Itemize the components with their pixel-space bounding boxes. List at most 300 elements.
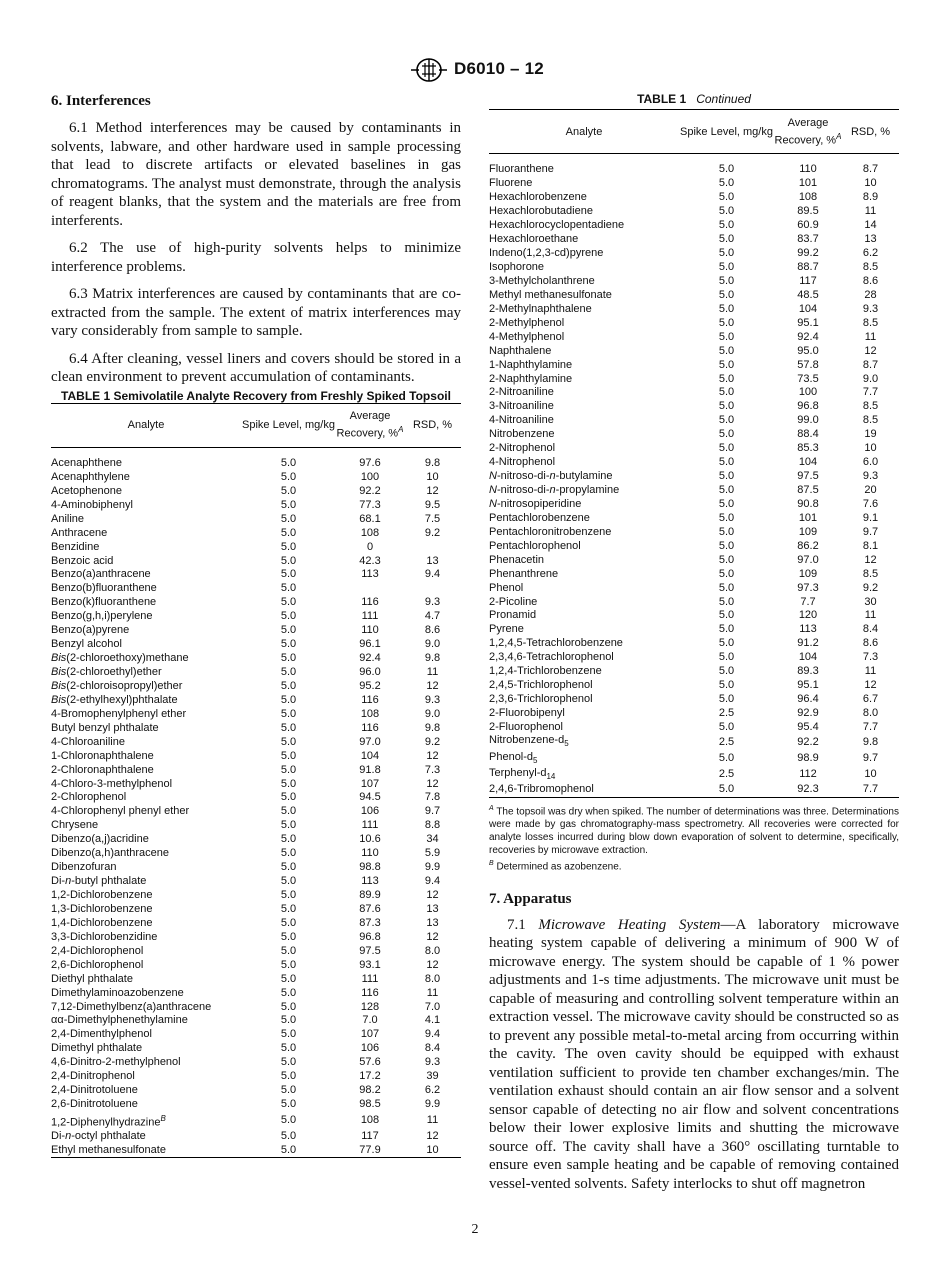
rsd-cell: 11: [426, 1113, 439, 1126]
analyte-cell: Di-n-butyl phthalate: [51, 875, 147, 888]
spike-level-cell: 5.0: [718, 330, 735, 343]
spike-level-cell: 5.0: [280, 568, 297, 581]
col-analyte: Analyte: [127, 419, 165, 431]
recovery-cell: 96.8: [359, 930, 381, 943]
rsd-cell: 8.1: [862, 539, 879, 552]
rsd-cell: 8.6: [424, 624, 441, 637]
recovery-cell: 111: [361, 610, 379, 623]
paragraph-6-1: 6.1 Method interferences may be caused by contaminants in solvents, labware, and other hardware used in sample processing that lead to discrete artifacts or elevated baselines in gas chromatograms. The analyst must demonstrate, through the analysis of reagent blanks, that the system and the materials are free from interferents.: [51, 120, 461, 229]
analyte-cell: Methyl methanesulfonate: [489, 288, 612, 301]
analyte-cell: 7,12-Dimethylbenz(a)anthracene: [51, 1000, 212, 1013]
table-row: [489, 525, 899, 539]
recovery-cell: 85.3: [797, 442, 819, 455]
page-number: 2: [471, 1222, 479, 1237]
microwave-term: Microwave Heating System: [538, 916, 721, 933]
table-row: [489, 595, 899, 609]
analyte-cell: Pentachlorobenzene: [489, 511, 590, 524]
table-row: [51, 596, 461, 610]
recovery-cell: 109: [798, 567, 818, 580]
table-row: [489, 721, 899, 735]
recovery-cell: 110: [361, 847, 379, 860]
rsd-cell: 34: [426, 833, 439, 846]
recovery-cell: 77.3: [359, 498, 381, 511]
paragraph-7-1: 7.1 Microwave Heating System—A laboratory microwave heating system capable of delivering a minimum of 900 W of microwave energy. The system should be capable of 1 % power adjustments and 1-s time adjustments. The microwave unit must be capable of measuring and controlling solvent temperature within an extraction vessel. The microwave cavity should be constructed so as to prevent any possible metal-to-metal arcing from occurring within the cavity. The oven cavity should be equipped with exhaust ventilation sufficient to provide ten chamber exchanges/min. The ventilation exhaust should contain an air flow sensor and a solvent sensor capable of detecting no air flow and solvent concentrations below their lower explosive limits and shutting the microwave source off. The cavity shall have a 360° oscillating turntable to ensure even sample heating and be capable of removing contained vessel-vented solvents. Safety interlocks to shut off magnetron: [489, 916, 900, 1192]
rsd-cell: 9.4: [424, 875, 441, 888]
analyte-cell: Dimethyl phthalate: [51, 1042, 143, 1055]
astm-logo-icon: [409, 58, 449, 82]
rsd-cell: 9.0: [862, 372, 879, 385]
spike-level-cell: 5.0: [241, 1143, 336, 1157]
spike-level-cell: 5.0: [718, 386, 735, 399]
analyte-cell: Phenanthrene: [489, 567, 559, 580]
rsd-cell: [404, 540, 461, 554]
analyte-cell: Chrysene: [51, 819, 99, 832]
analyte-cell: Diethyl phthalate: [51, 972, 133, 985]
recovery-cell: 91.8: [359, 763, 381, 776]
table-header-row: [489, 110, 899, 154]
spike-level-cell: 5.0: [280, 1028, 297, 1041]
recovery-cell: 104: [360, 749, 380, 762]
recovery-cell: 95.4: [797, 720, 819, 733]
rsd-cell: 10: [426, 470, 439, 483]
analyte-cell: 2-Fluorobipenyl: [489, 707, 565, 720]
spike-level-cell: 5.0: [718, 581, 735, 594]
analyte-cell: Bis(2-ethylhexyl)phthalate: [51, 693, 178, 706]
spike-level-cell: 5.0: [280, 540, 297, 553]
rsd-cell: 8.8: [424, 819, 441, 832]
spike-level-cell: 5.0: [718, 400, 735, 413]
recovery-cell: 113: [361, 568, 379, 581]
table-row: [51, 791, 461, 805]
recovery-cell: 99.2: [797, 247, 819, 260]
table-row: [489, 456, 899, 470]
spike-level-cell: 5.0: [718, 261, 735, 274]
spike-level-cell: 5.0: [280, 610, 297, 623]
recovery-cell: 106: [360, 805, 380, 818]
rsd-cell: 12: [426, 958, 439, 971]
table-row: [51, 624, 461, 638]
analyte-cell: 3,3-Dichlorobenzidine: [51, 930, 158, 943]
recovery-cell: 99.0: [797, 414, 819, 427]
table-row: [51, 498, 461, 512]
recovery-cell: 108: [360, 1113, 380, 1126]
recovery-cell: 89.5: [797, 205, 819, 218]
col-average-recovery: Average Recovery, %$^A$: [774, 116, 842, 147]
analyte-cell: 2,4,5-Trichlorophenol: [489, 679, 593, 692]
recovery-cell: 88.7: [797, 261, 819, 274]
rsd-cell: 12: [426, 749, 439, 762]
recovery-cell: 0: [366, 540, 374, 553]
rsd-cell: 13: [426, 554, 439, 567]
table-row: [51, 526, 461, 540]
rsd-cell: 39: [426, 1070, 439, 1083]
analyte-cell: 2-Chloronaphthalene: [51, 763, 154, 776]
analyte-cell: 4,6-Dinitro-2-methylphenol: [51, 1056, 181, 1069]
analyte-cell: Hexachloroethane: [489, 233, 579, 246]
spike-level-cell: 5.0: [718, 177, 735, 190]
rsd-cell: 9.3: [862, 470, 879, 483]
rsd-cell: 9.2: [424, 735, 441, 748]
col-spike-level: Spike Level, mg/kg: [242, 419, 335, 431]
spike-level-cell: 5.0: [280, 526, 297, 539]
spike-level-cell: 5.0: [718, 247, 735, 260]
analyte-cell: 2-Naphthylamine: [489, 372, 573, 385]
rsd-cell: 12: [426, 930, 439, 943]
table-row: [489, 783, 899, 797]
analyte-cell: 2-Methylnaphthalene: [489, 302, 592, 315]
recovery-cell: 92.9: [797, 707, 819, 720]
recovery-cell: 97.5: [359, 944, 381, 957]
col-average-recovery: Average Recovery, %$^A$: [336, 410, 404, 440]
spike-level-cell: 5.0: [718, 511, 735, 524]
analyte-cell: 2-Fluorophenol: [489, 720, 563, 733]
spike-level-cell: 5.0: [280, 944, 297, 957]
recovery-cell: 110: [799, 163, 817, 176]
analyte-cell: Bis(2-chloroethoxy)methane: [51, 652, 189, 665]
analyte-cell: Hexachlorobutadiene: [489, 205, 593, 218]
rsd-cell: 8.6: [862, 637, 879, 650]
spike-level-cell: 5.0: [718, 609, 735, 622]
analyte-cell: Dibenzofuran: [51, 861, 117, 874]
rsd-cell: 10: [864, 177, 877, 190]
analyte-cell: Acenaphthylene: [51, 470, 130, 483]
rsd-cell: 8.5: [862, 261, 879, 274]
table-row: [51, 1098, 461, 1112]
recovery-cell: 120: [798, 609, 818, 622]
table-row: [51, 540, 461, 554]
table-row: [51, 889, 461, 903]
spike-level-cell: 5.0: [718, 497, 735, 510]
rsd-cell: 7.0: [424, 1000, 441, 1013]
rsd-cell: 8.0: [424, 944, 441, 957]
recovery-cell: 92.4: [797, 330, 819, 343]
analyte-cell: 1,2,4,5-Tetrachlorobenzene: [489, 637, 623, 650]
spike-level-cell: 5.0: [718, 316, 735, 329]
spike-level-cell: 5.0: [718, 693, 735, 706]
analyte-cell: Benzo(a)anthracene: [51, 568, 151, 581]
spike-level-cell: 5.0: [718, 428, 735, 441]
table-row: [489, 386, 899, 400]
spike-level-cell: 5.0: [280, 1113, 297, 1126]
table-row: [489, 344, 899, 358]
table-row: [489, 261, 899, 275]
table-row: [489, 358, 899, 372]
section-7-heading: 7. Apparatus: [489, 890, 572, 907]
table-row: [51, 861, 461, 875]
recovery-cell: 95.2: [359, 679, 381, 692]
table-row: [51, 610, 461, 624]
rsd-cell: 6.7: [862, 693, 879, 706]
recovery-cell: 101: [798, 177, 818, 190]
recovery-cell: 10.6: [359, 833, 381, 846]
spike-level-cell: 5.0: [280, 819, 297, 832]
recovery-cell: 96.4: [797, 693, 819, 706]
spike-level-cell: 5.0: [718, 442, 735, 455]
table-row: [489, 470, 899, 484]
spike-level-cell: 5.0: [718, 651, 735, 664]
rsd-cell: 9.0: [424, 707, 441, 720]
table-row: [51, 457, 461, 471]
analyte-cell: 2,6-Dinitrotoluene: [51, 1098, 138, 1111]
table-row: [51, 986, 461, 1000]
document-id: D6010 – 12: [454, 59, 544, 78]
table-row: [489, 247, 899, 261]
table-footnotes: [489, 802, 899, 874]
recovery-cell: 104: [798, 456, 818, 469]
table-row: [489, 302, 899, 316]
table-1-title: TABLE 1 Semivolatile Analyte Recovery from Freshly Spiked Topsoil: [61, 388, 451, 403]
rsd-cell: 9.3: [424, 596, 441, 609]
analyte-cell: 1,2-Diphenylhydrazine$^B$: [51, 1113, 166, 1129]
recovery-cell: 93.1: [359, 958, 381, 971]
recovery-cell: 108: [360, 526, 380, 539]
rsd-cell: 19: [864, 428, 877, 441]
spike-level-cell: 5.0: [718, 274, 735, 287]
table-row: [489, 233, 899, 247]
analyte-cell: Fluoranthene: [489, 163, 554, 176]
rsd-cell: 9.8: [424, 652, 441, 665]
rsd-cell: 12: [864, 553, 877, 566]
rsd-cell: 8.9: [862, 191, 879, 204]
spike-level-cell: 5.0: [718, 456, 735, 469]
footnote-a: $^A$ The topsoil was dry when spiked. The number of determinations was three. Determinations were made by gas chromatography-mass spectrometry. All recoveries were corrected for analyte losses incurred during blow down evaporation of solvent to determine, specifically, recoveries by microwave extraction.: [489, 804, 899, 857]
analyte-cell: Pentachlorophenol: [489, 539, 581, 552]
rsd-cell: 12: [426, 484, 439, 497]
table-row: [51, 777, 461, 791]
analyte-cell: 1,3-Dichlorobenzene: [51, 902, 153, 915]
table-row: [51, 470, 461, 484]
table-row: [51, 805, 461, 819]
analyte-cell: Acetophenone: [51, 484, 122, 497]
analyte-cell: 2,3,6-Trichlorophenol: [489, 693, 593, 706]
rsd-cell: 9.8: [424, 456, 441, 469]
rsd-cell: 11: [864, 665, 877, 678]
rsd-cell: [404, 582, 461, 596]
rsd-cell: 8.0: [424, 972, 441, 985]
recovery-cell: 116: [361, 986, 379, 999]
recovery-cell: 113: [361, 875, 379, 888]
analyte-cell: 4-Nitroaniline: [489, 414, 554, 427]
spike-level-cell: 5.0: [718, 567, 735, 580]
recovery-cell: 111: [361, 972, 379, 985]
analyte-cell: Di-n-octyl phthalate: [51, 1129, 146, 1142]
analyte-cell: Naphthalene: [489, 344, 552, 357]
recovery-cell: 116: [361, 693, 379, 706]
table-row: [51, 847, 461, 861]
table-row: [489, 581, 899, 595]
table-1-right: [489, 109, 899, 798]
recovery-cell: 97.5: [797, 470, 819, 483]
table-row: [51, 763, 461, 777]
rsd-cell: 8.4: [424, 1042, 441, 1055]
analyte-cell: 4-Chloroaniline: [51, 735, 125, 748]
spike-level-cell: 5.0: [718, 637, 735, 650]
table-row: [51, 1042, 461, 1056]
recovery-cell: 97.0: [359, 735, 381, 748]
table-row: [51, 1056, 461, 1070]
analyte-cell: Ethyl methanesulfonate: [51, 1143, 241, 1157]
analyte-cell: 2,4,6-Tribromophenol: [489, 783, 679, 797]
table-row: [489, 623, 899, 637]
spike-level-cell: 5.0: [280, 498, 297, 511]
spike-level-cell: 5.0: [280, 638, 297, 651]
table-row: [51, 972, 461, 986]
analyte-cell: N-nitroso-di-n-propylamine: [489, 484, 620, 497]
table-row: [489, 498, 899, 512]
rsd-cell: 13: [426, 916, 439, 929]
recovery-cell: 57.6: [359, 1056, 381, 1069]
paragraph-6-4: 6.4 After cleaning, vessel liners and covers should be stored in a clean environment to prevent accumulation of contaminants.: [51, 350, 461, 385]
recovery-cell: 92.4: [359, 652, 381, 665]
analyte-cell: Phenol-$d_5$: [489, 750, 538, 765]
table-row: [51, 944, 461, 958]
table-row: [51, 1070, 461, 1084]
table-row: [51, 554, 461, 568]
recovery-cell: 95.1: [797, 679, 819, 692]
recovery-cell: 97.6: [359, 456, 381, 469]
spike-level-cell: 5.0: [280, 624, 297, 637]
recovery-cell: 98.8: [359, 861, 381, 874]
table-row: [51, 1000, 461, 1014]
recovery-cell: 83.7: [797, 233, 819, 246]
rsd-cell: 9.8: [424, 721, 441, 734]
analyte-cell: 2,4-Dinitrotoluene: [51, 1084, 138, 1097]
recovery-cell: 101: [798, 511, 818, 524]
table-row: [51, 819, 461, 833]
spike-level-cell: 5.0: [280, 1042, 297, 1055]
analyte-cell: 2-Nitroaniline: [489, 386, 554, 399]
recovery-cell: 77.9: [336, 1143, 404, 1157]
analyte-cell: Bis(2-chloroethyl)ether: [51, 666, 162, 679]
recovery-cell: 95.1: [797, 316, 819, 329]
recovery-cell: 104: [798, 302, 818, 315]
spike-level-cell: 5.0: [280, 889, 297, 902]
rsd-cell: 7.7: [842, 783, 899, 797]
rsd-cell: 6.0: [862, 456, 879, 469]
page-header: [0, 58, 950, 82]
analyte-cell: 4-Nitrophenol: [489, 456, 556, 469]
analyte-cell: 2,4-Dichlorophenol: [51, 944, 144, 957]
analyte-cell: 4-Aminobiphenyl: [51, 498, 133, 511]
analyte-cell: Aniline: [51, 512, 85, 525]
rsd-cell: 11: [864, 330, 877, 343]
spike-level-cell: 5.0: [280, 763, 297, 776]
rsd-cell: 8.4: [862, 623, 879, 636]
spike-level-cell: 5.0: [718, 358, 735, 371]
table-row: [51, 930, 461, 944]
rsd-cell: 4.7: [424, 610, 441, 623]
paragraph-6-2: 6.2 The use of high-purity solvents helps to minimize interference problems.: [51, 240, 461, 275]
recovery-cell: 108: [798, 191, 818, 204]
col-rsd: RSD, %: [850, 125, 891, 138]
analyte-cell: Dibenzo(a,h)anthracene: [51, 847, 170, 860]
rsd-cell: 9.2: [424, 526, 441, 539]
table-row: [489, 567, 899, 581]
analyte-cell: Acenaphthene: [51, 456, 122, 469]
table-row: [51, 916, 461, 930]
recovery-cell: 92.2: [797, 736, 819, 749]
recovery-cell: 48.5: [797, 288, 819, 301]
spike-level-cell: 5.0: [280, 735, 297, 748]
rsd-cell: 11: [864, 609, 877, 622]
analyte-cell: 1,2,4-Trichlorobenzene: [489, 665, 602, 678]
recovery-cell: 7.7: [800, 595, 816, 608]
table-row: [51, 1014, 461, 1028]
table-row: [51, 903, 461, 917]
rsd-cell: 8.5: [862, 400, 879, 413]
table-row: [489, 651, 899, 665]
table-row: [489, 511, 899, 525]
spike-level-cell: 5.0: [280, 805, 297, 818]
table-row: [51, 568, 461, 582]
table-row: [489, 316, 899, 330]
spike-level-cell: 5.0: [280, 470, 297, 483]
rsd-cell: 7.5: [424, 512, 441, 525]
table-row: [489, 330, 899, 344]
recovery-cell: 90.8: [797, 497, 819, 510]
recovery-cell: 107: [360, 777, 380, 790]
recovery-cell: 42.3: [359, 554, 381, 567]
analyte-cell: Pyrene: [489, 623, 524, 636]
spike-level-cell: 5.0: [280, 456, 297, 469]
analyte-cell: 4-Chloro-3-methylphenol: [51, 777, 173, 790]
rsd-cell: 7.7: [862, 386, 879, 399]
recovery-cell: 89.3: [797, 665, 819, 678]
table-row: [51, 749, 461, 763]
table-row: [51, 1028, 461, 1042]
spike-level-cell: 5.0: [718, 539, 735, 552]
spike-level-cell: 5.0: [280, 1084, 297, 1097]
analyte-cell: Nitrobenzene: [489, 428, 555, 441]
rsd-cell: 12: [426, 679, 439, 692]
analyte-cell: Terphenyl-$d_{14}$: [489, 766, 556, 781]
left-column: [51, 93, 461, 1158]
table-row: [489, 428, 899, 442]
analyte-cell: 4-Chlorophenyl phenyl ether: [51, 805, 190, 818]
rsd-cell: 12: [426, 889, 439, 902]
table-row: [489, 751, 899, 767]
recovery-cell: 116: [361, 721, 379, 734]
table-row: [51, 875, 461, 889]
recovery-cell: 96.8: [797, 400, 819, 413]
rsd-cell: 9.3: [424, 1056, 441, 1069]
table-row: [51, 721, 461, 735]
col-spike-level: Spike Level, mg/kg: [680, 125, 773, 138]
rsd-cell: 9.4: [424, 568, 441, 581]
col-rsd: RSD, %: [412, 419, 453, 431]
analyte-cell: Anthracene: [51, 526, 108, 539]
table-row: [489, 553, 899, 567]
rsd-cell: 9.9: [424, 861, 441, 874]
table-row: [489, 191, 899, 205]
rsd-cell: 9.2: [862, 581, 879, 594]
recovery-cell: 73.5: [797, 372, 819, 385]
recovery-cell: 86.2: [797, 539, 819, 552]
recovery-cell: 98.9: [797, 752, 819, 765]
table-row: [489, 665, 899, 679]
spike-level-cell: 5.0: [280, 1000, 297, 1013]
spike-level-cell: 5.0: [280, 596, 297, 609]
recovery-cell: 110: [361, 624, 379, 637]
table-1-continued-title: TABLE 1 Continued: [637, 92, 751, 106]
rsd-cell: 6.2: [424, 1084, 441, 1097]
analyte-cell: Indeno(1,2,3-cd)pyrene: [489, 247, 604, 260]
analyte-cell: 1-Naphthylamine: [489, 358, 573, 371]
recovery-cell: 96.0: [359, 666, 381, 679]
rsd-cell: 11: [426, 986, 439, 999]
analyte-cell: Hexachlorocyclopentadiene: [489, 219, 625, 232]
recovery-cell: 113: [799, 623, 817, 636]
